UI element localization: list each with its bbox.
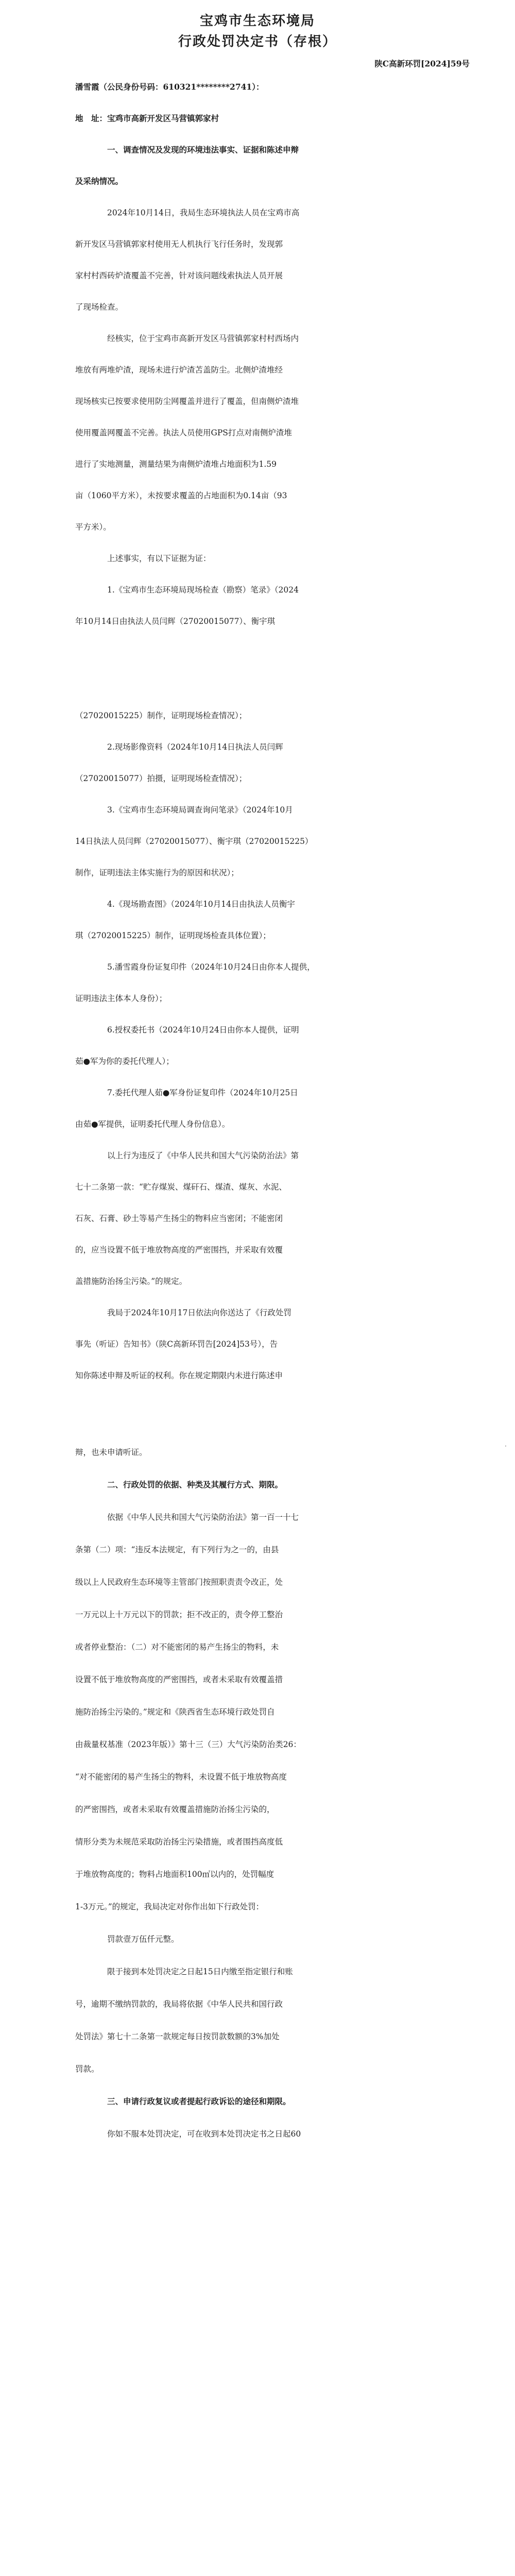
text-line: 知你陈述申辩及听证的权利。你在规定期限内未进行陈述申 [75, 1371, 283, 1380]
text-line: 限于接到本处罚决定之日起15日内缴至指定银行和账 [107, 1967, 293, 1976]
text-line: 5.潘雪霞身份证复印件（2024年10月24日由你本人提供， [107, 962, 315, 972]
text-line: 号，逾期不缴纳罚款的，我局将依据《中华人民共和国行政 [75, 1999, 283, 2009]
text-line: 茹●军为你的委托代理人）； [75, 1057, 174, 1066]
text-line: （27020015077）拍摄，证明现场检查情况）； [75, 774, 247, 783]
text-line: 三、申请行政复议或者提起行政诉讼的途径和期限。 [107, 2096, 291, 2106]
text-line: 经核实，位于宝鸡市高新开发区马营镇郭家村村西场内 [107, 334, 299, 343]
text-line: 或者停业整治：（二）对不能密闭的易产生扬尘的物料，未 [75, 1642, 279, 1652]
document-subtitle: 行政处罚决定书（存根） [178, 34, 337, 49]
text-line: （27020015225）制作，证明现场检查情况）； [75, 711, 247, 720]
text-line: 3.《宝鸡市生态环境局调查询问笔录》（2024年10月 [107, 805, 293, 815]
text-line: 了现场检查。 [75, 302, 124, 312]
text-line: 由茹●军提供，证明委托代理人身份信息）。 [75, 1120, 230, 1129]
text-line: 你如不服本处罚决定，可在收到本处罚决定书之日起60 [107, 2129, 301, 2139]
text-line: 新开发区马营镇郭家村使用无人机执行飞行任务时，发现郭 [75, 240, 283, 249]
text-line: 处罚法》第七十二条第一款规定每日按罚款数额的3%加处 [75, 2032, 280, 2041]
text-line: 上述事实，有以下证据为证： [107, 554, 211, 563]
page-2 [0, 1422, 515, 2576]
page-edge-mark: · [505, 1443, 507, 1450]
text-line: 现场核实已按要求使用防尘网覆盖并进行了覆盖，但南侧炉渣堆 [75, 397, 299, 406]
text-line: 地 址：宝鸡市高新开发区马营镇郭家村 [75, 113, 219, 123]
text-line: 14日执法人员闫辉（27020015077）、衡宇琪（27020015225） [75, 837, 313, 846]
text-line: 辩，也未申请听证。 [75, 1448, 147, 1457]
text-line: 2.现场影像资料（2024年10月14日执法人员闫辉 [107, 742, 283, 752]
text-line: 二、行政处罚的依据、种类及其履行方式、期限。 [107, 1480, 283, 1489]
text-line: 由裁量权基准（2023年版）》第十三（三）大气污染防治类26： [75, 1740, 301, 1749]
text-line: 一万元以上十万元以下的罚款；拒不改正的，责令停工整治 [75, 1610, 283, 1619]
text-line: 依据《中华人民共和国大气污染防治法》第一百一十七 [107, 1513, 299, 1522]
text-line: 1.《宝鸡市生态环境局现场检查（勘察）笔录》（2024 [107, 585, 299, 595]
text-line: 亩（1060平方米），未按要求覆盖的占地面积为0.14亩（93 [75, 491, 287, 500]
text-line: 盖措施防治扬尘污染。”的规定。 [75, 1277, 187, 1286]
text-line: 以上行为违反了《中华人民共和国大气污染防治法》第 [107, 1151, 299, 1160]
text-line: 石灰、石膏、砂土等易产生扬尘的物料应当密闭；不能密闭 [75, 1214, 283, 1223]
text-line: 2024年10月14日，我局生态环境执法人员在宝鸡市高 [107, 208, 300, 217]
text-line: 的，应当设置不低于堆放物高度的严密围挡，并采取有效覆 [75, 1245, 283, 1255]
text-line: 施防治扬尘污染的。”规定和《陕西省生态环境行政处罚自 [75, 1707, 275, 1717]
text-line: 罚款壹万伍仟元整。 [107, 1935, 179, 1944]
text-line: 事先（听证）告知书》（陕C高新环罚告[2024]53号），告 [75, 1340, 278, 1349]
text-line: “对不能密闭的易产生扬尘的物料，未设置不低于堆放物高度 [75, 1772, 287, 1782]
text-line: 级以上人民政府生态环境等主管部门按照职责责令改正，处 [75, 1578, 283, 1587]
text-line: 的严密围挡，或者未采取有效覆盖措施防治扬尘污染的， [75, 1805, 275, 1814]
text-line: 家村村西砖炉渣覆盖不完善，针对该问题线索执法人员开展 [75, 271, 283, 280]
text-line: 罚款。 [75, 2064, 99, 2074]
text-line: 7.委托代理人茹●军身份证复印件（2024年10月25日 [107, 1088, 298, 1097]
text-line: 情形分类为未规范采取防治扬尘污染措施，或者围挡高度低 [75, 1837, 283, 1846]
text-line: 我局于2024年10月17日依法向你送达了《行政处罚 [107, 1308, 291, 1317]
text-line: 条第（二）项：“违反本法规定，有下列行为之一的，由县 [75, 1545, 279, 1554]
text-line: 6.授权委托书（2024年10月24日由你本人提供，证明 [107, 1025, 299, 1035]
text-line: 于堆放物高度的；物料占地面积100㎡以内的，处罚幅度 [75, 1870, 274, 1879]
text-line: 制作，证明违法主体实施行为的原因和状况）； [75, 868, 239, 877]
text-line: 证明违法主体本人身份）； [75, 994, 167, 1003]
text-line: 堆放有两堆炉渣，现场未进行炉渣苫盖防尘。北侧炉渣堆经 [75, 365, 283, 375]
document-title: 宝鸡市生态环境局 [199, 13, 315, 29]
text-line: 设置不低于堆放物高度的严密围挡，或者未采取有效覆盖措 [75, 1675, 283, 1684]
document-number: 陕C高新环罚[2024]59号 [374, 59, 470, 69]
text-line: 年10月14日由执法人员闫辉（27020015077）、衡宇琪 [75, 617, 276, 626]
text-line: 七十二条第一款：“贮存煤炭、煤矸石、煤渣、煤灰、水泥、 [75, 1182, 287, 1192]
text-line: 潘雪霞（公民身份号码：610321********2741）： [75, 82, 264, 92]
text-line: 琪（27020015225）制作，证明现场检查具体位置）； [75, 931, 271, 940]
text-line: 及采纳情况。 [75, 176, 124, 186]
text-line: 进行了实地测量，测量结果为南侧炉渣堆占地面积为1.59 [75, 460, 277, 469]
text-line: 使用覆盖网覆盖不完善。执法人员使用GPS打点对南侧炉渣堆 [75, 428, 292, 437]
text-line: 4.《现场勘查图》（2024年10月14日由执法人员衡宇 [107, 900, 295, 909]
text-line: 一、调查情况及发现的环境违法事实、证据和陈述申辩 [107, 145, 299, 155]
text-line: 平方米）。 [75, 522, 111, 532]
text-line: 1-3万元。”的规定，我局决定对你作出如下行政处罚： [75, 1902, 264, 1911]
